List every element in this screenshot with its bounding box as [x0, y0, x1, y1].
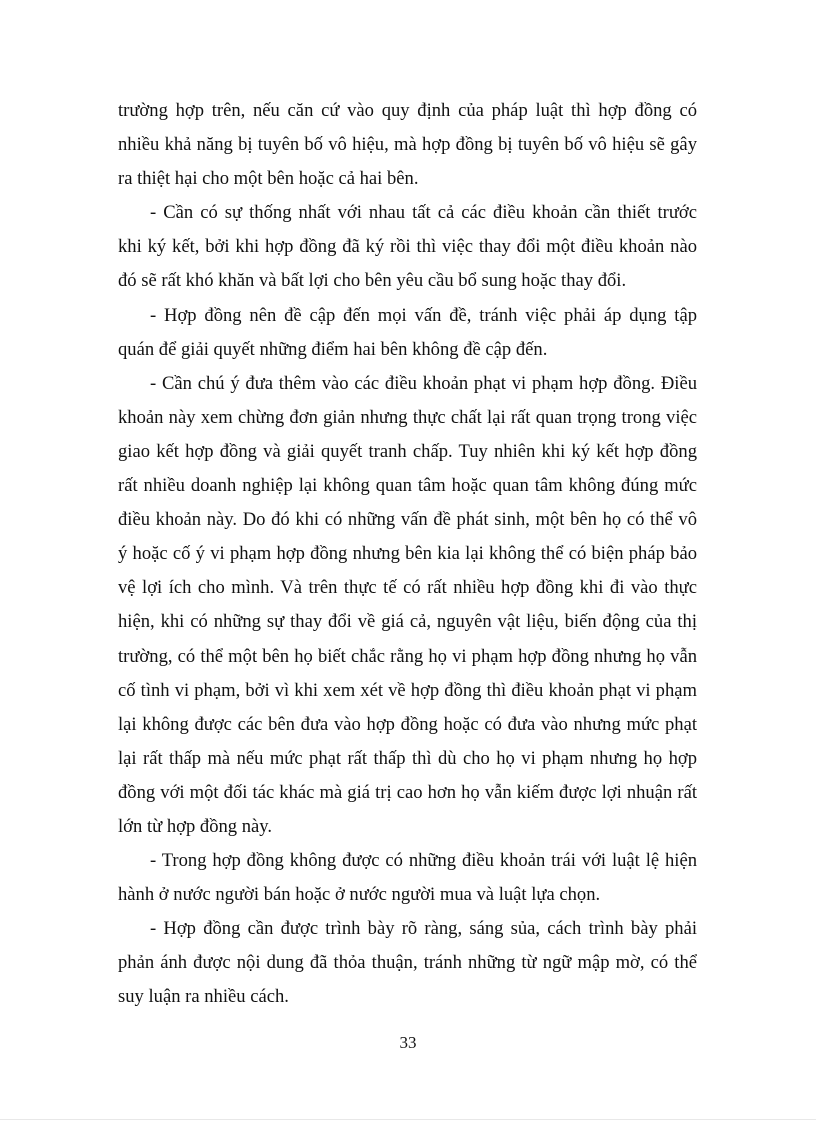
- page-bottom-edge: [0, 1119, 816, 1120]
- text-line: khoản này xem chừng đơn giản nhưng thực chất lại rất quan trọng trong việc: [118, 406, 697, 428]
- paragraph: [118, 844, 697, 912]
- text-line: lại rất thấp mà nếu mức phạt rất thấp thì dù cho họ vi phạm nhưng họ hợp: [118, 747, 697, 769]
- text-line: - Hợp đồng nên đề cập đến mọi vấn đề, tránh việc phải áp dụng tập: [150, 304, 697, 326]
- text-line: giao kết hợp đồng và giải quyết tranh chấp. Tuy nhiên khi ký kết hợp đồng: [118, 440, 697, 462]
- text-line: đồng với một đối tác khác mà giá trị cao hơn họ vẫn kiếm được lợi nhuận rất: [118, 781, 697, 803]
- text-line: nhiều khả năng bị tuyên bố vô hiệu, mà hợp đồng bị tuyên bố vô hiệu sẽ gây: [118, 134, 697, 156]
- text-line: quán để giải quyết những điểm hai bên không đề cập đến.: [118, 338, 548, 360]
- text-line: - Cần có sự thống nhất với nhau tất cả các điều khoản cần thiết trước: [150, 202, 697, 224]
- text-line: lớn từ hợp đồng này.: [118, 815, 273, 837]
- paragraph: [118, 367, 697, 844]
- text-line: hiện, khi có những sự thay đổi về giá cả, nguyên vật liệu, biến động của thị: [118, 611, 697, 633]
- text-line: hành ở nước người bán hoặc ở nước người mua và luật lựa chọn.: [118, 884, 601, 906]
- page-number: 33: [399, 1033, 417, 1052]
- text-line: khi ký kết, bởi khi hợp đồng đã ký rồi thì việc thay đổi một điều khoản nào: [118, 236, 697, 258]
- text-line: lại không được các bên đưa vào hợp đồng hoặc có đưa vào nhưng mức phạt: [118, 713, 697, 735]
- paragraph: [118, 196, 697, 298]
- paragraph: [118, 299, 697, 367]
- text-line: trường, có thể một bên họ biết chắc rằng họ vi phạm hợp đồng nhưng họ vẫn: [118, 645, 697, 667]
- text-line: suy luận ra nhiều cách.: [118, 986, 289, 1008]
- text-line: điều khoản này. Do đó khi có những vấn đề phát sinh, một bên họ có thể vô: [118, 509, 697, 531]
- paragraph: [118, 94, 697, 196]
- text-line: ra thiệt hại cho một bên hoặc cả hai bên.: [118, 168, 419, 190]
- text-line: đó sẽ rất khó khăn và bất lợi cho bên yêu cầu bổ sung hoặc thay đổi.: [118, 270, 627, 292]
- text-line: phản ánh được nội dung đã thỏa thuận, tránh những từ ngữ mập mờ, có thể: [118, 952, 697, 974]
- text-line: vệ lợi ích cho mình. Và trên thực tế có rất nhiều hợp đồng khi đi vào thực: [118, 577, 697, 599]
- paragraph: [118, 912, 697, 1014]
- text-line: - Hợp đồng cần được trình bày rõ ràng, sáng sủa, cách trình bày phải: [150, 918, 697, 940]
- text-line: cố tình vi phạm, bởi vì khi xem xét về hợp đồng thì điều khoản phạt vi phạm: [118, 679, 697, 701]
- body-text: [118, 94, 697, 1015]
- text-line: - Cần chú ý đưa thêm vào các điều khoản phạt vi phạm hợp đồng. Điều: [150, 372, 697, 394]
- text-line: ý hoặc cố ý vi phạm hợp đồng nhưng bên kia lại không thể có biện pháp bảo: [118, 543, 697, 565]
- text-line: trường hợp trên, nếu căn cứ vào quy định của pháp luật thì hợp đồng có: [118, 100, 697, 121]
- text-line: - Trong hợp đồng không được có những điều khoản trái với luật lệ hiện: [150, 850, 697, 872]
- text-line: rất nhiều doanh nghiệp lại không quan tâm hoặc quan tâm không đúng mức: [118, 475, 697, 497]
